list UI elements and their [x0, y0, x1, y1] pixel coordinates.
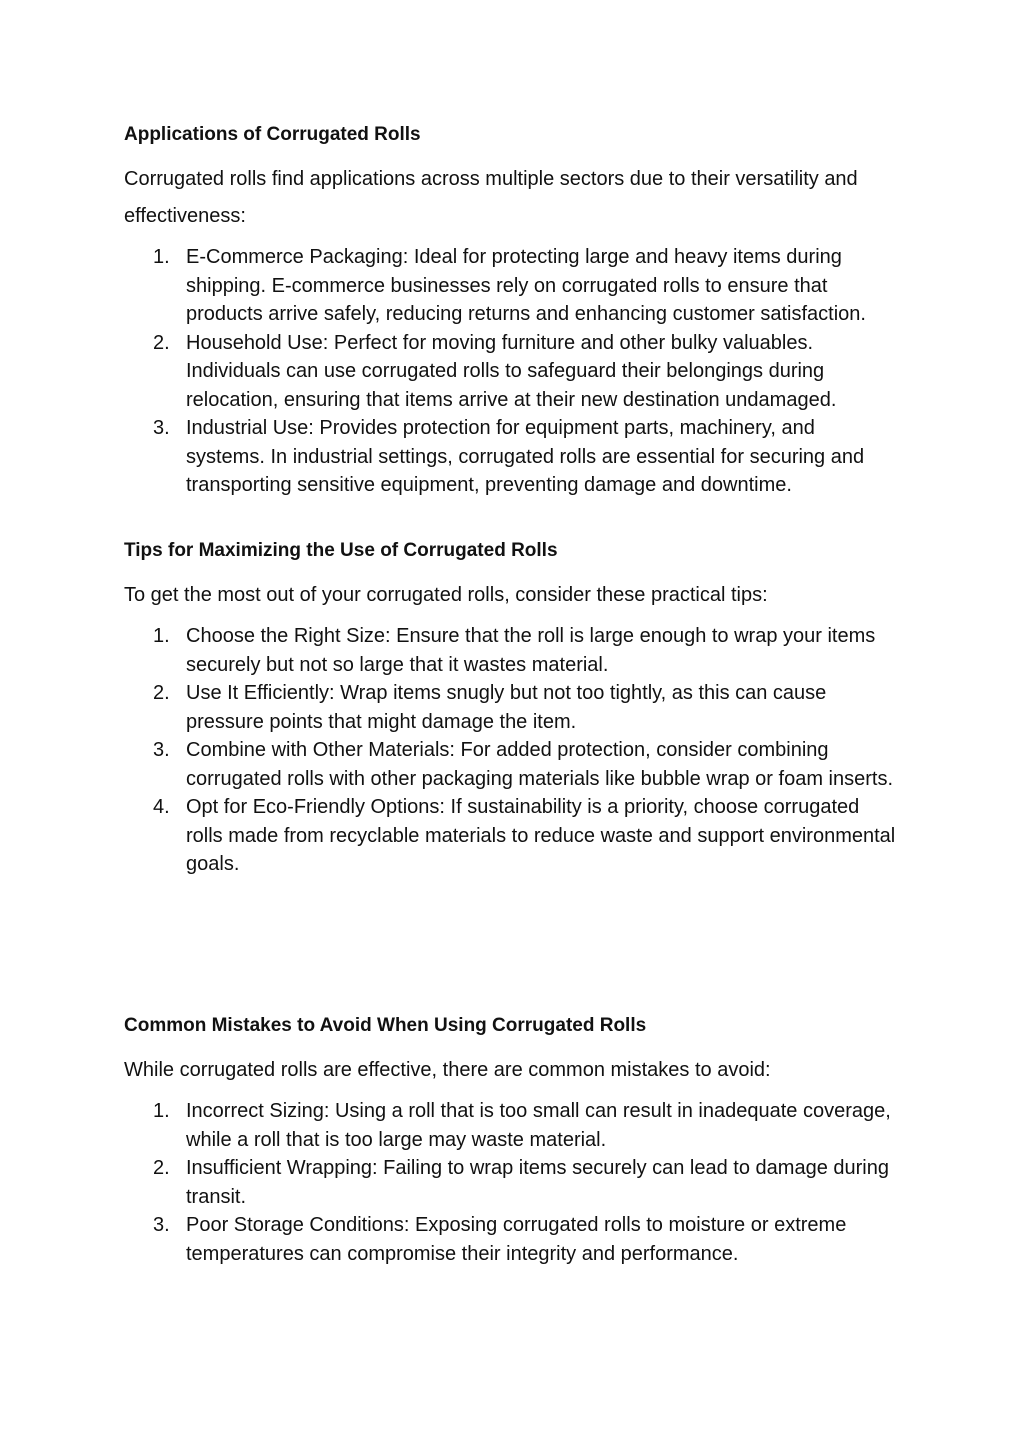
list-item-text: Opt for Eco-Friendly Options: If sustainability is a priority, choose corrugated rolls made from recyclable materials to reduce waste and support environmental goals.: [186, 796, 896, 875]
list-item: [124, 622, 899, 679]
list-item-text: Combine with Other Materials: For added protection, consider combining corrugated rolls with other packaging materials like bubble wrap or foam inserts.: [186, 739, 894, 790]
list-number: 3.: [153, 1214, 170, 1236]
list-number: 2.: [153, 1157, 170, 1179]
list-item: [124, 414, 899, 500]
list-number: 2.: [153, 331, 170, 354]
list-item: [124, 243, 899, 329]
section-applications: [124, 122, 899, 500]
list-item-text: E-Commerce Packaging: Ideal for protecting large and heavy items during shipping. E-commerce businesses rely on corrugated rolls to ensure that products arrive safely, reducing returns and enhancing customer satisfaction.: [186, 246, 866, 325]
section-tips: [124, 538, 899, 879]
list-item-text: Use It Efficiently: Wrap items snugly but not too tightly, as this can cause pressure points that might damage the item.: [186, 682, 827, 733]
section-intro: To get the most out of your corrugated rolls, consider these practical tips:: [124, 584, 768, 606]
numbered-list: [124, 1097, 899, 1268]
list-item-text: Household Use: Perfect for moving furniture and other bulky valuables. Individuals can use corrugated rolls to safeguard their belongings during relocation, ensuring that items arrive at their new destination undamaged.: [186, 331, 837, 411]
numbered-list: [124, 243, 899, 500]
section-intro: While corrugated rolls are effective, there are common mistakes to avoid:: [124, 1059, 771, 1081]
list-item-text: Poor Storage Conditions: Exposing corrugated rolls to moisture or extreme temperatures can compromise their integrity and performance.: [186, 1214, 847, 1265]
list-number: 4.: [153, 796, 170, 818]
list-item: [124, 1211, 899, 1268]
list-number: 1.: [153, 625, 170, 647]
list-item: [124, 736, 899, 793]
list-number: 3.: [153, 739, 170, 761]
numbered-list: [124, 622, 899, 879]
list-number: 1.: [153, 1100, 170, 1122]
list-item-text: Industrial Use: Provides protection for equipment parts, machinery, and systems. In industrial settings, corrugated rolls are essential for securing and transporting sensitive equipment, preventing damage and downtime.: [186, 417, 865, 496]
section-heading: Tips for Maximizing the Use of Corrugated Rolls: [124, 540, 558, 561]
list-item: [124, 1154, 899, 1211]
list-number: 2.: [153, 682, 170, 704]
section-heading: Common Mistakes to Avoid When Using Corrugated Rolls: [124, 1015, 647, 1036]
list-item: [124, 1097, 899, 1154]
list-item: [124, 679, 899, 736]
list-number: 3.: [153, 417, 170, 439]
list-item-text: Incorrect Sizing: Using a roll that is too small can result in inadequate coverage, while a roll that is too large may waste material.: [186, 1100, 891, 1151]
list-number: 1.: [153, 246, 170, 268]
list-item: [124, 329, 899, 415]
section-intro: Corrugated rolls find applications across multiple sectors due to their versatility and effectiveness:: [124, 168, 858, 227]
section-mistakes: [124, 1013, 899, 1268]
list-item: [124, 793, 899, 879]
list-item-text: Insufficient Wrapping: Failing to wrap items securely can lead to damage during transit.: [186, 1157, 889, 1208]
section-heading: Applications of Corrugated Rolls: [124, 124, 421, 145]
list-item-text: Choose the Right Size: Ensure that the roll is large enough to wrap your items securely but not so large that it wastes material.: [186, 625, 876, 676]
